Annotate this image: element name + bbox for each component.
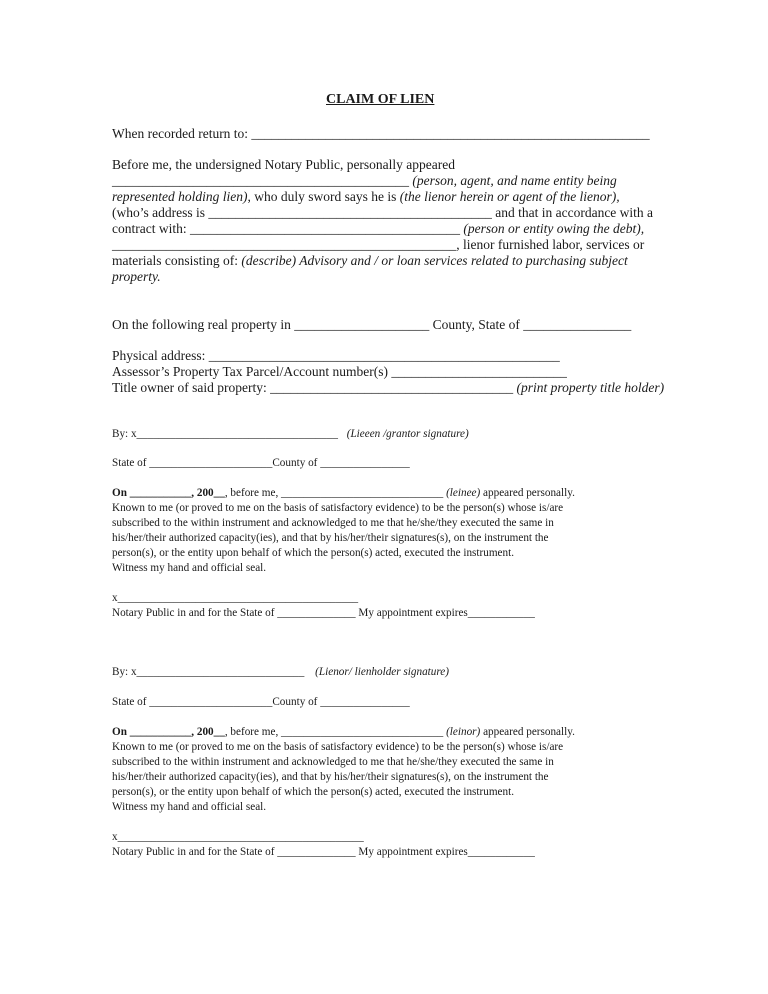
state-county-line-1: State of ______________________County of ________________ [112, 457, 410, 469]
title-owner-hint: (print property title holder) [516, 380, 665, 395]
contract-text: contract with: ________________________________________ [112, 221, 460, 236]
known-line-2c: his/her/their authorized capacity(ies), and that by his/her/their signatures(s), on the instrument the [112, 771, 549, 783]
materials-description-cont: property. [112, 269, 161, 284]
notary-state-line-2: Notary Public in and for the State of ______________ My appointment expires____________ [112, 846, 535, 858]
known-line-1c: his/her/their authorized capacity(ies), and that by his/her/their signatures(s), on the instrument the [112, 532, 549, 544]
materials-description: (describe) Advisory and / or loan services related to purchasing subject [241, 253, 628, 268]
appeared-text-2: appeared personally. [483, 726, 575, 738]
notary-signature-line-1: x___________________________________________ [112, 592, 359, 604]
leinee-hint: (leinee) [446, 487, 481, 499]
lienholder-signature-hint: (Lienor/ lienholder signature) [315, 666, 449, 678]
address-line: (who’s address is __________________________________________ and that in accordance with a [112, 205, 654, 220]
before-me-blank-1: , before me, _____________________________ [224, 487, 444, 499]
title-owner-line [112, 380, 664, 396]
grantor-signature-hint: (Lieeen /grantor signature) [346, 428, 469, 440]
debtor-hint: (person or entity owing the debt), [463, 221, 645, 236]
leinor-hint: (leinor) [446, 726, 481, 738]
known-line-1b: subscribed to the within instrument and acknowledged to me that he/she/they executed the same in [112, 517, 554, 529]
date-blank-2: On ___________, 200__ [112, 726, 225, 738]
document-title: CLAIM OF LIEN [326, 92, 435, 107]
lienor-hint: (the lienor herein or agent of the lienor), [399, 189, 620, 204]
known-line-2d: person(s), or the entity upon behalf of which the person(s) acted, executed the instrument. [112, 786, 515, 798]
sworn-text: , who duly sword says he is [247, 189, 397, 204]
person-hint: (person, agent, and name entity being [412, 173, 617, 188]
before-me-blank-2: , before me, _____________________________ [224, 726, 444, 738]
contract-line [112, 221, 644, 237]
known-line-2a: Known to me (or proved to me on the basis of satisfactory evidence) to be the person(s) whose is/are [112, 741, 564, 753]
before-me-line: Before me, the undersigned Notary Public, personally appeared [112, 157, 456, 172]
date-blank-1: On ___________, 200__ [112, 487, 225, 499]
materials-text: materials consisting of: [112, 253, 238, 268]
sworn-line [112, 189, 620, 205]
appeared-person-line [112, 173, 617, 189]
acknowledgment-date-line-2 [112, 726, 575, 738]
lienholder-signature-blank: By: x______________________________ [112, 666, 305, 678]
property-county-line: On the following real property in ____________________ County, State of ________________ [112, 317, 632, 332]
acknowledgment-date-line-1 [112, 487, 575, 499]
notary-state-line-1: Notary Public in and for the State of ______________ My appointment expires____________ [112, 607, 535, 619]
known-line-2b: subscribed to the within instrument and acknowledged to me that he/she/they executed the same in [112, 756, 554, 768]
state-county-line-2: State of ______________________County of ________________ [112, 696, 410, 708]
person-blank: ____________________________________________ [112, 173, 409, 188]
appeared-text-1: appeared personally. [483, 487, 575, 499]
grantor-signature-line [112, 428, 469, 440]
when-recorded-line: When recorded return to: ___________________________________________________________ [112, 126, 650, 141]
materials-line [112, 253, 628, 269]
witness-line-2: Witness my hand and official seal. [112, 801, 267, 813]
physical-address-line: Physical address: ____________________________________________________ [112, 348, 560, 363]
title-owner-text: Title owner of said property: ____________________________________ [112, 380, 514, 395]
known-line-1d: person(s), or the entity upon behalf of which the person(s) acted, executed the instrument. [112, 547, 515, 559]
known-line-1a: Known to me (or proved to me on the basis of satisfactory evidence) to be the person(s) whose is/are [112, 502, 564, 514]
lienholder-signature-line [112, 666, 449, 678]
parcel-number-line: Assessor’s Property Tax Parcel/Account number(s) __________________________ [112, 364, 567, 379]
represented-hint: represented holding lien) [112, 189, 248, 204]
lienor-furnished-line: ___________________________________________________, lienor furnished labor, services or [112, 237, 645, 252]
witness-line-1: Witness my hand and official seal. [112, 562, 267, 574]
notary-signature-line-2: x____________________________________________ [112, 831, 364, 843]
grantor-signature-blank: By: x____________________________________ [112, 428, 338, 440]
